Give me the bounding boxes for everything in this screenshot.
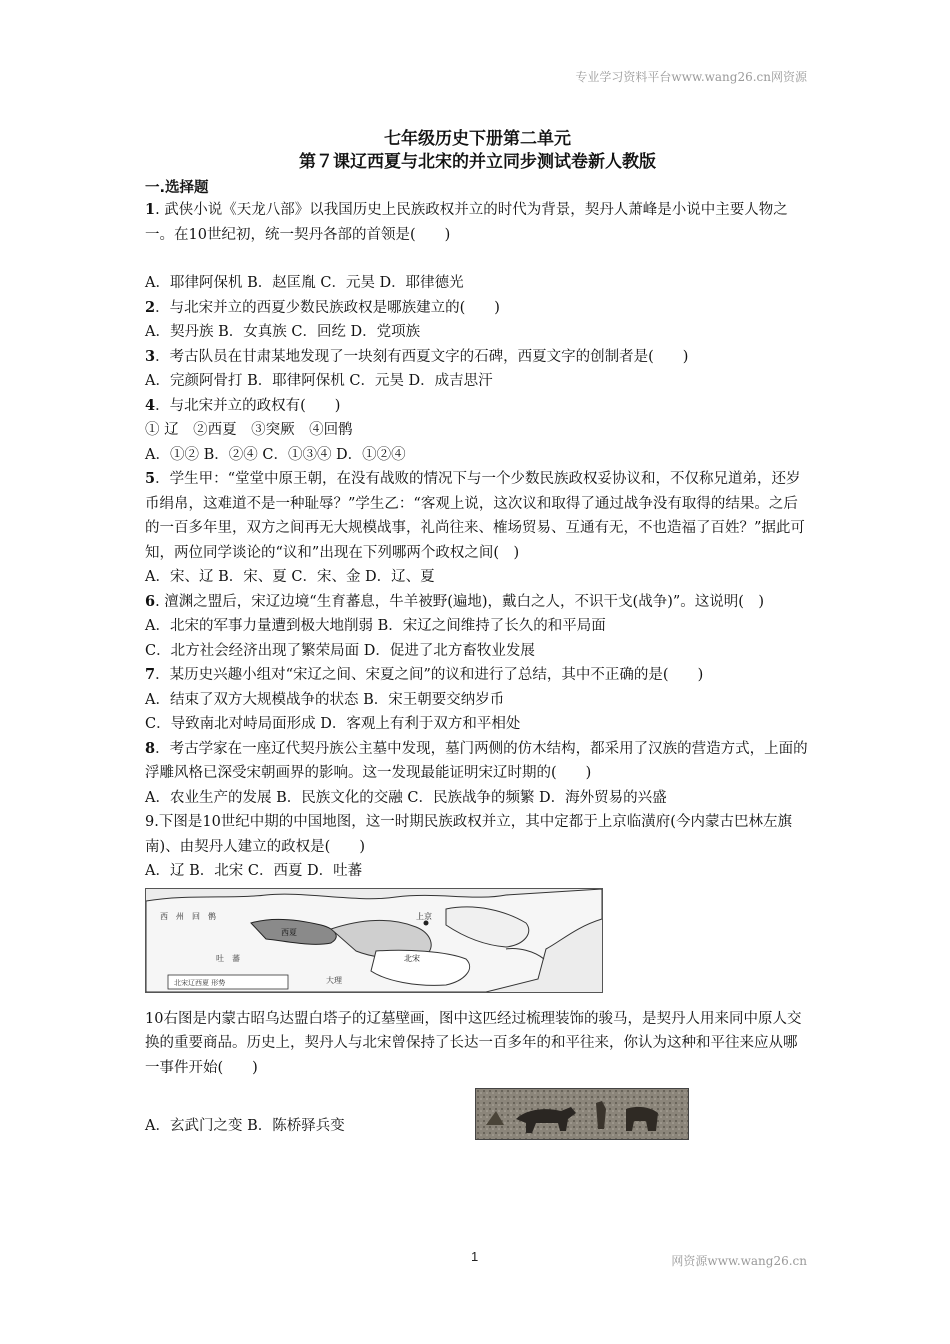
- title-line-1: 七年级历史下册第二单元: [384, 129, 571, 149]
- watermark-top: 专业学习资料平台www.wang26.cn网资源: [575, 70, 807, 84]
- question-6-options-cd: C．北方社会经济出现了繁荣局面 D．促进了北方畜牧业发展: [145, 642, 535, 659]
- map-label-west: 西 州 回 鹘: [160, 911, 216, 921]
- question-7-options-cd: C．导致南北对峙局面形成 D．客观上有利于双方和平相处: [145, 716, 521, 732]
- question-4-options: A．①② B．②④ C．①③④ D．①②④: [145, 446, 406, 463]
- question-6: 6. 澶渊之盟后，宋辽边境“生育蕃息，牛羊被野(遍地)，戴白之人，不识干戈(战争)”。这说明( ): [145, 592, 765, 610]
- question-1: 1. 武侠小说《天龙八部》以我国历史上民族政权并立的时代为背景，契丹人萧峰是小说中主要人物之一。在10世纪初，统一契丹各部的首领是( ): [145, 201, 788, 243]
- question-5-options: A．宋、辽 B．宋、夏 C．宋、金 D．辽、夏: [145, 569, 435, 585]
- question-8: 8．考古学家在一座辽代契丹族公主墓中发现，墓门两侧的仿木结构，都采用了汉族的营造方式，上面的浮雕风格已深受宋朝画界的影响。这一发现最能证明宋辽时期的( ): [145, 739, 808, 781]
- question-3-options: A．完颜阿骨打 B．耶律阿保机 C．元昊 D．成吉思汗: [145, 373, 493, 389]
- question-4: 4．与北宋并立的政权有( ): [145, 396, 341, 414]
- question-3: 3．考古队员在甘肃某地发现了一块刻有西夏文字的石碑，西夏文字的创制者是( ): [145, 347, 689, 365]
- map-label-xixia: 西夏: [281, 927, 297, 937]
- question-10-figure-row: [145, 1080, 810, 1139]
- question-10-options: A．玄武门之变 B．陈桥驿兵变: [145, 1118, 345, 1134]
- question-7-options-ab: A．结束了双方大规模战争的状态 B．宋王朝要交纳岁币: [145, 691, 505, 708]
- question-8-options: A．农业生产的发展 B．民族文化的交融 C．民族战争的频繁 D．海外贸易的兴盛: [145, 789, 667, 806]
- question-6-options-ab: A．北宋的军事力量遭到极大地削弱 B．宋辽之间维持了长久的和平局面: [145, 618, 606, 634]
- map-graphic: [146, 889, 602, 992]
- question-7: 7．某历史兴趣小组对“宋辽之间、宋夏之间”的议和进行了总结，其中不正确的是( ): [145, 666, 704, 683]
- question-1-options: A．耶律阿保机 B．赵匡胤 C．元昊 D．耶律德光: [145, 275, 464, 291]
- title-line-2: 第７课辽西夏与北宋的并立同步测试卷新人教版: [299, 152, 656, 172]
- question-9-options: A．辽 B．北宋 C．西夏 D．吐蕃: [145, 863, 363, 879]
- map-label-song: 北宋: [404, 953, 420, 963]
- question-9: 9.下图是10世纪中期的中国地图，这一时期民族政权并立，其中定都于上京临潢府(今内蒙古巴林左旗南)、由契丹人建立的政权是( ): [145, 814, 792, 855]
- question-2-options: A．契丹族 B．女真族 C．回纥 D．党项族: [145, 324, 421, 340]
- mural-graphic: [476, 1089, 688, 1139]
- historical-map-figure: [145, 888, 603, 993]
- question-10: 10右图是内蒙古昭乌达盟白塔子的辽墓壁画，图中这匹经过梳理装饰的骏马，是契丹人用来同中原人交换的重要商品。历史上，契丹人与北宋曾保持了长达一百多年的和平往来，你认为这种和平往来应从哪一事件开始( ): [145, 1010, 802, 1076]
- mural-painting-figure: [475, 1088, 689, 1140]
- capital-marker: [424, 920, 429, 925]
- document-body: [145, 128, 810, 1139]
- map-label-tubo: 吐 蕃: [216, 953, 240, 963]
- map-label-capital: 上京: [416, 911, 432, 921]
- map-legend: 北宋辽西夏 形势: [174, 978, 226, 987]
- question-2: 2．与北宋并立的西夏少数民族政权是哪族建立的( ): [145, 298, 500, 316]
- page-number: 1: [471, 1249, 479, 1264]
- map-label-dali: 大理: [326, 975, 342, 985]
- section-heading: 一.选择题: [145, 180, 209, 196]
- watermark-bottom: 网资源www.wang26.cn: [671, 1254, 807, 1268]
- question-4-items: ① 辽 ②西夏 ③突厥 ④回鹘: [145, 422, 353, 438]
- question-5: 5．学生甲：“堂堂中原王朝，在没有战败的情况下与一个少数民族政权妥协议和，不仅称兄道弟，还岁币绢帛，这难道不是一种耻辱？”学生乙：“客观上说，这次议和取得了通过战争没有取得的结果。之后的一百多年里，双方之间再无大规模战事，礼尚往来、榷场贸易、互通有无，不也造福了百姓？”据此可知，两位同学谈论的“议和”出现在下列哪两个政权之间( ): [145, 470, 805, 561]
